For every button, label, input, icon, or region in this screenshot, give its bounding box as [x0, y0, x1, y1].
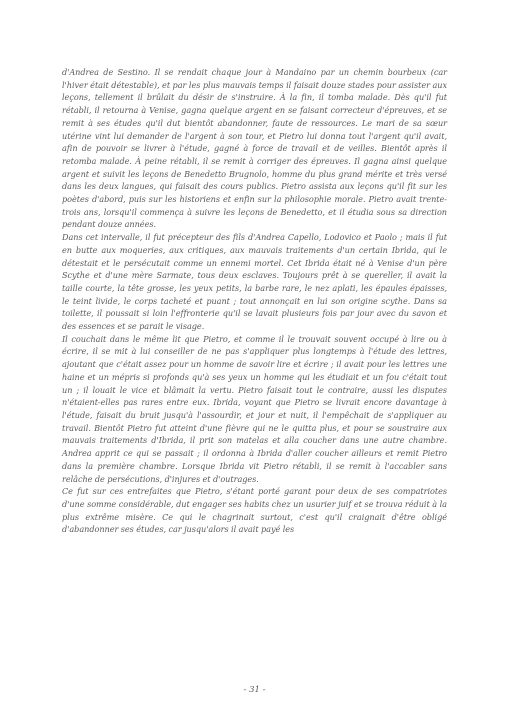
paragraph-3: Il couchait dans le même lit que Pietro, et comme il le trouvait souvent occupé à lire ou à écrire, il se mit à lui conseiller de ne pas s'appliquer plus longtemps à l'étude des lettres, ajoutant que c'était assez pour un homme de savoir lire et écrire ; il avait pour les lettres une haine et un mépris si profonds qu'à ses yeux un homme qui les étudiait et un fou c'était tout un ; il louait le vice et blâmait la vertu. Pietro faisait tout le contraire, aussi les disputes n'étaient-elles pas rares entre eux. Ibrida, voyant que Pietro se livrait encore davantage à l'étude, faisait du bruit jusqu'à l'assourdir, et jour et nuit, il l'empêchait de s'appliquer au travail. Bientôt Pietro fut atteint d'une fièvre qui ne le quitta plus, et pour se soustraire aux mauvais traitements d'Ibrida, il prit son matelas et alla coucher dans une autre chambre. Andrea apprit ce qui se passait ; il ordonna à Ibrida d'aller coucher ailleurs et remit Pietro dans la première chambre. Lorsque Ibrida vit Pietro rétabli, il se remit à l'accabler sans relâche de persécutions, d'injures et d'outrages. [62, 333, 447, 484]
page-number: - 31 - [243, 685, 266, 695]
paragraph-4: Ce fut sur ces entrefaites que Pietro, s'étant porté garant pour deux de ses compatriotes d'une somme considérable, dut engager ses habits chez un usurier juif et se trouva réduit à la plus extrême misère. Ce qui le chagrinait surtout, c'est qu'il craignait d'être obligé d'abandonner ses études, car jusqu'alors il avait payé les [62, 486, 447, 535]
paragraph-2: Dans cet intervalle, il fut précepteur des fils d'Andrea Capello, Lodovico et Paolo ; mais il fut en butte aux moqueries, aux critiques, aux mauvais traitements d'un certain Ibrida, qui le détestait et le persécutait comme un ennemi mortel. Cet Ibrida était né à Venise d'un père Scythe et d'une mère Sarmate, tous deux esclaves. Toujours prêt à se quereller, il avait la taille courte, la tête grosse, les yeux petits, la barbe rare, le nez aplati, les épaules épaisses, le teint livide, le corps tacheté et puant ; tout annonçait en lui son origine scythe. Dans sa toilette, il poussait si loin l'effronterie qu'il se lavait plusieurs fois par jour avec du savon et des essences et se parait le visage. [62, 232, 447, 332]
paragraph-1: d'Andrea de Sestino. Il se rendait chaque jour à Mandaino par un chemin bourbeux (car l'hiver était détestable), et par les plus mauvais temps il faisait douze stades pour assister aux leçons, tellement il brûlait du désir de s'instruire. À la fin, il tomba malade. Dès qu'il fut rétabli, il retourna à Venise, gagna quelque argent en se faisant correcteur d'épreuves, et se remit à ses études qu'il dut bientôt abandonner, faute de ressources. Le mari de sa sœur utérine vint lui demander de l'argent à son tour, et Pietro lui donna tout l'argent qu'il avait, afin de pouvoir se livrer à l'étude, gagné à force de travail et de veilles. Bientôt après il retomba malade. À peine rétabli, il se remit à corriger des épreuves. Il gagna ainsi quelque argent et suivit les leçons de Benedetto Brugnolo, homme du plus grand mérite et très versé dans les deux langues, qui faisait des cours publics. Pietro assista aux leçons qu'il fit sur les poètes d'abord, puis sur les historiens et enfin sur la philosophie morale. Pietro avait trente-trois ans, lorsqu'il commença à suivre les leçons de Benedetto, et il étudia sous sa direction pendant douze années. [62, 67, 447, 230]
body-text [62, 66, 447, 536]
